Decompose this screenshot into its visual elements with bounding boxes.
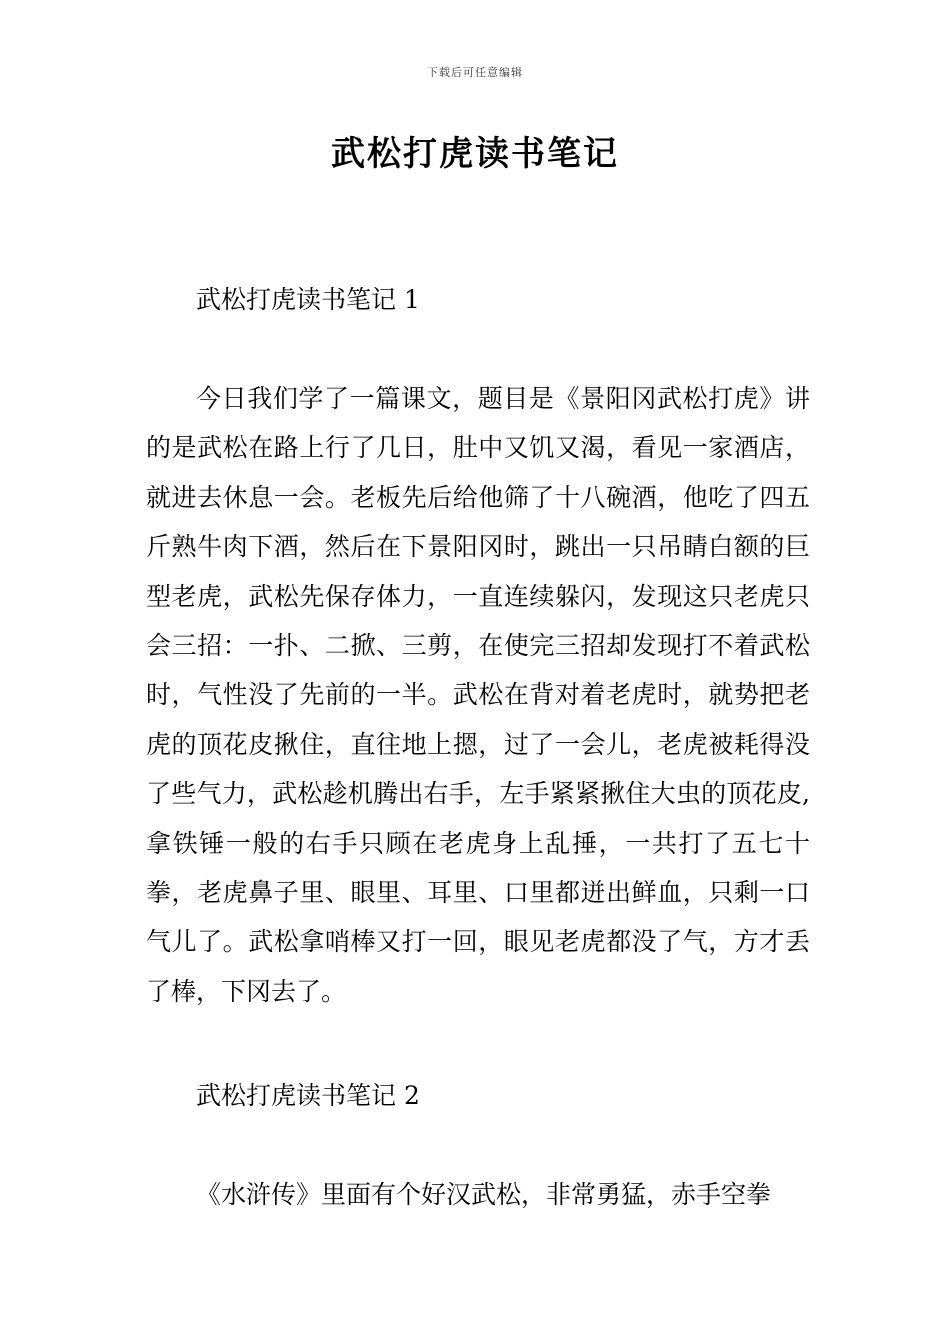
- section-body-2: [146, 1170, 810, 1219]
- document-title: 武松打虎读书笔记: [331, 134, 619, 174]
- section-heading-2: 武松打虎读书笔记 2: [196, 1081, 420, 1110]
- paragraph-2: 《水浒传》里面有个好汉武松，非常勇猛，赤手空拳: [196, 1180, 772, 1209]
- header-note: 下载后可任意编辑: [427, 66, 523, 79]
- section-heading-1: 武松打虎读书笔记 1: [196, 285, 420, 314]
- paragraph-1: 今日我们学了一篇课文，题目是《景阳冈武松打虎》讲的是武松在路上行了几日，肚中又饥又渴，看见一家酒店，就进去休息一会。老板先后给他筛了十八碗酒，他吃了四五斤熟牛肉下酒，然后在下景阳冈时，跳出一只吊睛白额的巨型老虎，武松先保存体力，一直连续躲闪，发现这只老虎只会三招：一扑、二掀、三剪，在使完三招却发现打不着武松时，气性没了先前的一半。武松在背对着老虎时，就势把老虎的顶花皮揪住，直往地上摁，过了一会儿，老虎被耗得没了些气力，武松趁机腾出右手，左手紧紧揪住大虫的顶花皮,拿铁锤一般的右手只顾在老虎身上乱捶，一共打了五七十拳，老虎鼻子里、眼里、耳里、口里都迸出鲜血，只剩一口气儿了。武松拿哨棒又打一回，眼见老虎都没了气，方才丢了棒，下冈去了。: [146, 384, 810, 1006]
- section-body-1: [146, 374, 810, 1016]
